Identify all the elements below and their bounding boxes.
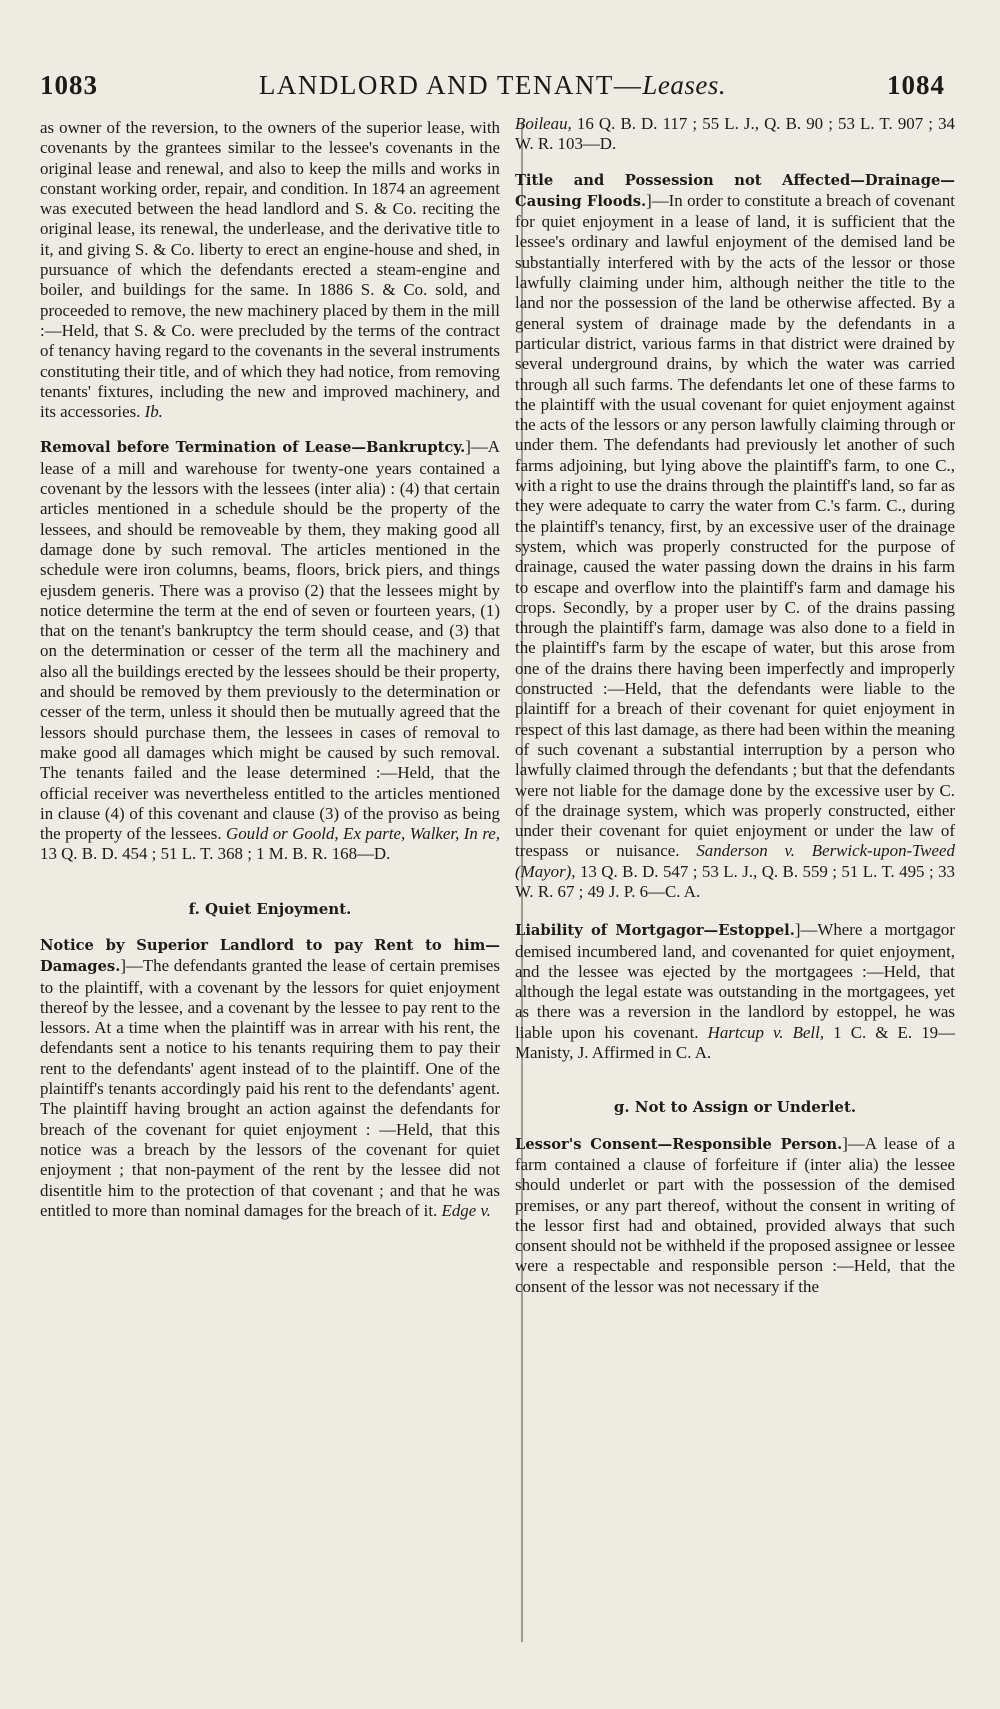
case-citation: Gould or Goold, Ex parte, Walker, In re, — [226, 824, 500, 844]
case-reference: 13 Q. B. D. 454 ; 51 L. T. 368 ; 1 M. B. R. 168—D. — [40, 844, 391, 864]
paragraph-text: ]—In order to constitute a breach of covenant for quiet enjoyment in a lease of land, it is sufficient that the lessee's ordinary and lawful enjoyment of the demised land be substantially interfered with by the acts of the lessor or those lawfully claiming under him, although neither the title to the land nor the possession of the land be otherwise affected. By a general system of drainage made by the defendants in a particular district, various farms in that district were drained by several underground drains, by which the water was carried through all such farms. The defendants let one of these farms to the plaintiff with the usual covenant for quiet enjoyment against the acts of the lessors or any person lawfully claiming through or under them. The defendants had previously let another of such farms adjoining, but lying above the plaintiff's farm, to one C., with a right to use the drains through the plaintiff's land, so far as they were adequate to carry the water from C.'s farm. C., during the plaintiff's tenancy, first, by an excessive user of the drainage system, which was properly constructed for the purpose of drainage, caused the water passing down the drains in his farm to escape and overflow into the plaintiff's farm and damage his crops. Secondly, by a proper user by C. of the drains passing through the plaintiff's farm, damage was also done to a field in the plaintiff's farm by the escape of water, but this arose from one of the drains there having been imperfectly and improperly constructed :—Held, that the defendants were liable to the plaintiff for a breach of their covenant for quiet enjoyment in respect of this last damage, as there had been within the meaning of such covenant a substantial interruption by a person who lawfully claimed through the defendants ; but that the defendants were not liable for the damage done by the excessive user by C. of the drainage system, which was properly constructed, either under their covenant for quiet enjoyment or under the law of trespass or nuisance. — [515, 190, 955, 861]
paragraph — [515, 114, 955, 155]
paragraph-text: ]—Where a mortgagor demised incumbered land, and covenanted for quiet enjoyment, and the lessee was ejected by the mortgagees :—Held, that although the legal estate was outstanding in the mortgagees, yet as there was a reversion in the landlord by estoppel, he was liable upon his covenant. — [515, 920, 955, 1042]
paragraph — [515, 1134, 955, 1297]
running-title — [259, 70, 726, 101]
page-header — [40, 70, 945, 110]
paragraph-heading: Title and Possession not Affected—Drainage—Causing Floods. — [515, 171, 955, 210]
paragraph — [40, 118, 500, 422]
case-citation: Edge v. — [441, 1200, 491, 1220]
case-citation: Hartcup v. Bell, — [707, 1022, 825, 1042]
running-title-main: LANDLORD AND TENANT— — [258, 70, 643, 100]
paragraph-heading: Notice by Superior Landlord to pay Rent to him—Damages. — [40, 936, 500, 976]
case-citation: Boileau, — [515, 114, 572, 133]
case-citation: Sanderson v. Berwick-upon-Tweed (Mayor), — [515, 841, 955, 881]
left-page-number: 1083 — [40, 70, 98, 100]
section-heading: f. Quiet Enjoyment. — [188, 899, 352, 918]
case-reference: 1 C. & E. 19—Manisty, J. Affirmed in C. A. — [515, 1022, 955, 1063]
case-citation: Ib. — [144, 402, 163, 422]
paragraph-text: ]—A lease of a mill and warehouse for twenty-one years contained a covenant by the lessors with the lessees (inter alia) : (4) that certain articles mentioned in a schedule should be the property of the lessees, and should be removeable by them, they making good all damage done by such removal. The articles mentioned in the schedule were iron columns, beams, floors, brick piers, and things ejusdem generis. There was a proviso (2) that the lessees might by notice determine the term at the end of seven or fourteen years, (1) that on the tenant's bankruptcy the term should cease, and (3) that on the determination or cesser of the term all the machinery and also all the buildings erected by the lessees should be their property, and should be removed by them previously to the determination or cesser of the term, unless it should then be mutually agreed that the lessors should purchase them, the lessees in cases of removal to make good all damages which might be caused by such removal. The tenants failed and the lease determined :—Held, that the official receiver was nevertheless entitled to the articles mentioned in clause (4) of this covenant and clause (3) of the proviso as being the property of the lessees. — [40, 437, 500, 844]
paragraph-text: ]—The defendants granted the lease of certain premises to the plaintiff, with a covenant by the lessors for quiet enjoyment thereof by the lessee, and a covenant by the lessee to pay rent to the lessors. At a time when the plaintiff was in arrear with his rent, the defendants sent a notice to his tenants requiring them to pay their rent to the defendants' agent instead of to the plaintiff. One of the plaintiff's tenants accordingly paid his rent to the defendants' agent. The plaintiff having brought an action against the defendants for breach of the covenant for quiet enjoyment : —Held, that this notice was a breach by the lessors of the covenant for quiet enjoyment ; that non-payment of the rent by the lessee did not disentitle him to the protection of that covenant ; and that he was entitled to more than nominal damages for the breach of it. — [40, 956, 500, 1220]
running-title-italic: Leases. — [642, 70, 727, 100]
case-reference: 13 Q. B. D. 547 ; 53 L. J., Q. B. 559 ; 51 L. T. 495 ; 33 W. R. 67 ; 49 J. P. 6—C. A. — [515, 861, 955, 901]
paragraph-text: ]—A lease of a farm contained a clause of forfeiture if (inter alia) the lessee should underlet or part with the possession of the demised premises, or any part thereof, without the consent in writing of the lessor first had and obtained, provided always that such consent should not be withheld if the proposed assignee or lessee were a respectable and responsible person :—Held, that the consent of the lessor was not necessary if the — [515, 1133, 955, 1296]
section-heading: g. Not to Assign or Underlet. — [613, 1098, 857, 1117]
paragraph — [515, 920, 955, 1063]
paragraph — [40, 437, 500, 864]
paragraph-heading: Removal before Termination of Lease—Bankruptcy. — [40, 439, 466, 457]
paragraph-heading: Liability of Mortgagor—Estoppel. — [515, 922, 795, 940]
right-column — [515, 114, 955, 1297]
paragraph — [515, 170, 955, 903]
paragraph-heading: Lessor's Consent—Responsible Person. — [515, 1135, 843, 1153]
left-column — [40, 118, 500, 1221]
case-reference: 16 Q. B. D. 117 ; 55 L. J., Q. B. 90 ; 53 L. T. 907 ; 34 W. R. 103—D. — [515, 114, 955, 154]
paragraph — [40, 935, 500, 1221]
right-page-number: 1084 — [886, 70, 945, 100]
paragraph-text: as owner of the reversion, to the owners of the superior lease, with covenants by the grantees similar to the lessee's covenants in the original lease and renewal, and also to keep the mills and works in constant working order, repair, and condition. In 1874 an agreement was executed between the head landlord and S. & Co. reciting the original lease, its renewal, the underlease, and the derivative title to it, and giving S. & Co. liberty to erect an engine-house and shed, in pursuance of which the defendants erected a steam-engine and boiler, and buildings for the same. In 1886 S. & Co. sold, and proceeded to remove, the new machinery placed by them in the mill :—Held, that S. & Co. were precluded by the terms of the contract of tenancy having regard to the covenants in the several instruments constituting their title, and of which they had notice, from removing tenants' fixtures, including the new and improved machinery, and its accessories. — [40, 118, 500, 422]
